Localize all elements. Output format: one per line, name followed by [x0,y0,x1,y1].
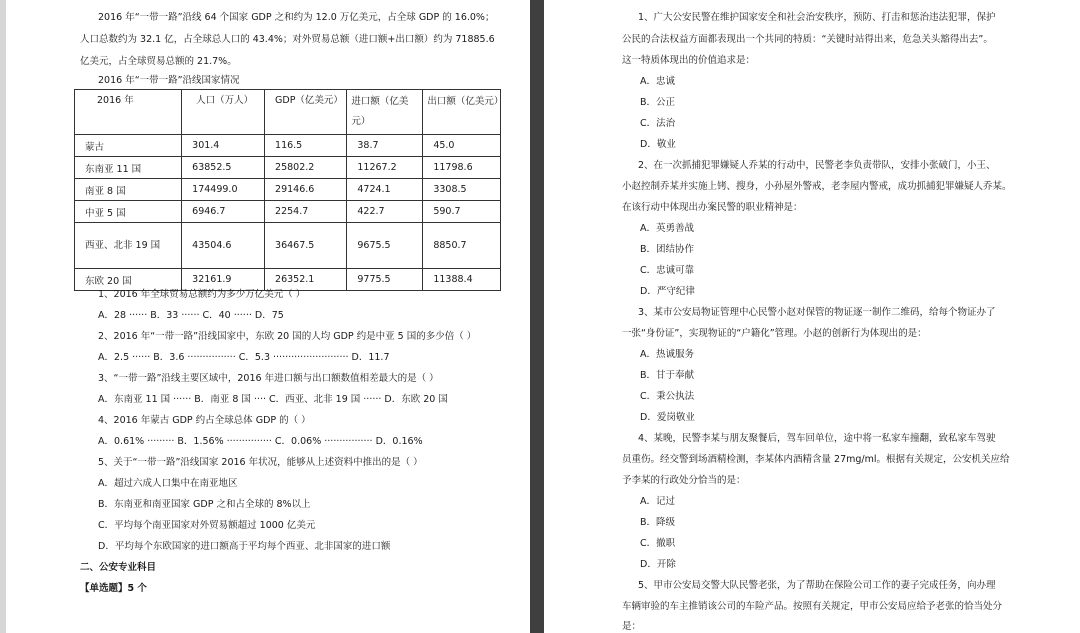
table-cell: 422.7 [347,201,423,223]
table-cell: 9775.5 [347,269,423,291]
table-header-cell: 出口额（亿美元） [423,90,501,135]
r-question-5-line: 车辆审验的车主推销该公司的车险产品。按照有关规定，甲市公安局应给予老张的恰当处分 [622,601,1003,612]
r-question-3-line: 一张“身份证”，实现物证的“户籍化”管理。小赵的创新行为体现出的是： [622,328,927,339]
r-question-4-option: D．开除 [640,559,676,570]
r-question-1-option: A．忠诚 [640,76,675,87]
r-question-5-line: 是： [622,621,642,632]
r-question-1-line: 这一特质体现出的价值追求是： [622,55,756,66]
r-question-4-line: 4、某晚，民警李某与朋友聚餐后，驾车回单位，途中将一私家车撞翻，致私家车驾驶 [638,433,996,444]
table-cell: 8850.7 [423,223,501,269]
table-cell: 西亚、北非 19 国 [75,223,182,269]
r-question-4-option: A．记过 [640,496,675,507]
table-header-cell: GDP（亿美元） [265,90,347,135]
question-2-options: A．2.5 ······ B．3.6 ················ C．5.3 ························· D．11.7 [98,352,390,363]
page-gutter [530,0,544,633]
table-cell: 11388.4 [423,269,501,291]
table-cell: 东南亚 11 国 [75,157,182,179]
r-question-1-line: 1、广大公安民警在维护国家安全和社会治安秩序，预防、打击和惩治违法犯罪，保护 [638,12,996,23]
table-row [75,269,501,291]
table-cell: 6946.7 [182,201,265,223]
r-question-2-option: A．英勇善战 [640,223,694,234]
data-table [74,89,504,291]
table-title: 2016 年“一带一路”沿线国家情况 [98,75,240,86]
table-row [75,179,501,201]
table-cell: 43504.6 [182,223,265,269]
table-cell: 东欧 20 国 [75,269,182,291]
question-3: 3、“一带一路”沿线主要区域中，2016 年进口额与出口额数值相差最大的是（ ） [98,373,439,384]
r-question-1-option: D．敬业 [640,139,676,150]
question-5: 5、关于“一带一路”沿线国家 2016 年状况，能够从上述资料中推出的是（ ） [98,457,423,468]
table-cell: 29146.6 [265,179,347,201]
subsection-heading: 【单选题】5 个 [80,583,147,594]
r-question-2-option: D．严守纪律 [640,286,695,297]
table-cell: 174499.0 [182,179,265,201]
r-question-2-line: 小赵控制乔某并实施上铐、搜身，小孙屋外警戒，老李屋内警戒，成功抓捕犯罪嫌疑人乔某。 [622,181,1012,192]
r-question-3-line: 3、某市公安局物证管理中心民警小赵对保管的物证逐一制作二维码，给每个物证办了 [638,307,996,318]
table-cell: 11267.2 [347,157,423,179]
table-cell: 116.5 [265,135,347,157]
question-5-option-a: A．超过六成人口集中在南亚地区 [98,478,238,489]
r-question-3-option: A．热诚服务 [640,349,694,360]
r-question-5-line: 5、甲市公安局交警大队民警老张，为了帮助在保险公司工作的妻子完成任务，向办理 [638,580,996,591]
question-5-option-d: D．平均每个东欧国家的进口额高于平均每个西亚、北非国家的进口额 [98,541,391,552]
r-question-4-line: 员重伤。经交警到场酒精检测，李某体内酒精含量 27mg/ml。根据有关规定，公安机关应给 [622,454,1010,465]
r-question-2-option: C．忠诚可靠 [640,265,695,276]
table-header-row [75,90,501,135]
table-cell: 301.4 [182,135,265,157]
question-4-options: A．0.61% ········· B．1.56% ··············· C．0.06% ················ D．0.16% [98,436,423,447]
r-question-3-option: C．秉公执法 [640,391,695,402]
table-cell: 11798.6 [423,157,501,179]
question-5-option-b: B．东南亚和南亚国家 GDP 之和占全球的 8%以上 [98,499,311,510]
document-page-left[interactable] [6,0,530,633]
table-header-cell: 进口额（亿美元） [347,90,423,135]
question-3-options: A．东南亚 11 国 ······ B．南亚 8 国 ···· C．西亚、北非 19 国 ······ D．东欧 20 国 [98,394,448,405]
question-5-option-c: C．平均每个南亚国家对外贸易额超过 1000 亿美元 [98,520,316,531]
question-1: 1、2016 年全球贸易总额约为多少万亿美元（ ） [98,289,306,300]
r-question-4-option: B．降级 [640,517,676,528]
question-4: 4、2016 年蒙古 GDP 约占全球总体 GDP 的（ ） [98,415,311,426]
section-heading: 二、公安专业科目 [80,562,157,573]
table-cell: 3308.5 [423,179,501,201]
table-cell: 38.7 [347,135,423,157]
r-question-4-option: C．撤职 [640,538,676,549]
question-1-options: A．28 ······ B．33 ······ C．40 ······ D．75 [98,310,284,321]
intro-line-2: 人口总数约为 32.1 亿，占全球总人口的 43.4%；对外贸易总额（进口额+出口额）约为 71885.6 [80,34,495,45]
r-question-2-line: 2、在一次抓捕犯罪嫌疑人乔某的行动中，民警老李负责带队，安排小张破门，小王、 [638,160,996,171]
table-cell: 中亚 5 国 [75,201,182,223]
r-question-1-option: C．法治 [640,118,676,129]
r-question-4-line: 予李某的行政处分恰当的是： [622,475,746,486]
table-row [75,157,501,179]
table-cell: 2254.7 [265,201,347,223]
table-cell: 45.0 [423,135,501,157]
intro-line-1: 2016 年“一带一路”沿线 64 个国家 GDP 之和约为 12.0 万亿美元，占全球 GDP 的 16.0%； [98,12,495,23]
table-cell: 36467.5 [265,223,347,269]
table-cell: 南亚 8 国 [75,179,182,201]
r-question-1-line: 公民的合法权益方面都表现出一个共同的特质：“关键时站得出来，危急关头豁得出去”。 [622,34,993,45]
r-question-2-option: B．团结协作 [640,244,695,255]
table-cell: 26352.1 [265,269,347,291]
table-cell: 63852.5 [182,157,265,179]
r-question-3-option: D．爱岗敬业 [640,412,695,423]
table-cell: 4724.1 [347,179,423,201]
table-cell: 蒙古 [75,135,182,157]
table-cell: 32161.9 [182,269,265,291]
table-row [75,223,501,269]
r-question-1-option: B．公正 [640,97,676,108]
r-question-3-option: B．甘于奉献 [640,370,695,381]
table-row [75,201,501,223]
table-cell: 9675.5 [347,223,423,269]
table-cell: 25802.2 [265,157,347,179]
table-header-cell: 2016 年 [75,90,182,135]
table-header-cell: 人口（万人） [182,90,265,135]
table-row [75,135,501,157]
r-question-2-line: 在该行动中体现出办案民警的职业精神是： [622,202,803,213]
question-2: 2、2016 年“一带一路”沿线国家中，东欧 20 国的人均 GDP 约是中亚 5 国的多少倍（ ） [98,331,477,342]
document-page-right[interactable] [544,0,1080,633]
table-cell: 590.7 [423,201,501,223]
intro-line-3: 亿美元，占全球贸易总额的 21.7%。 [80,56,237,67]
